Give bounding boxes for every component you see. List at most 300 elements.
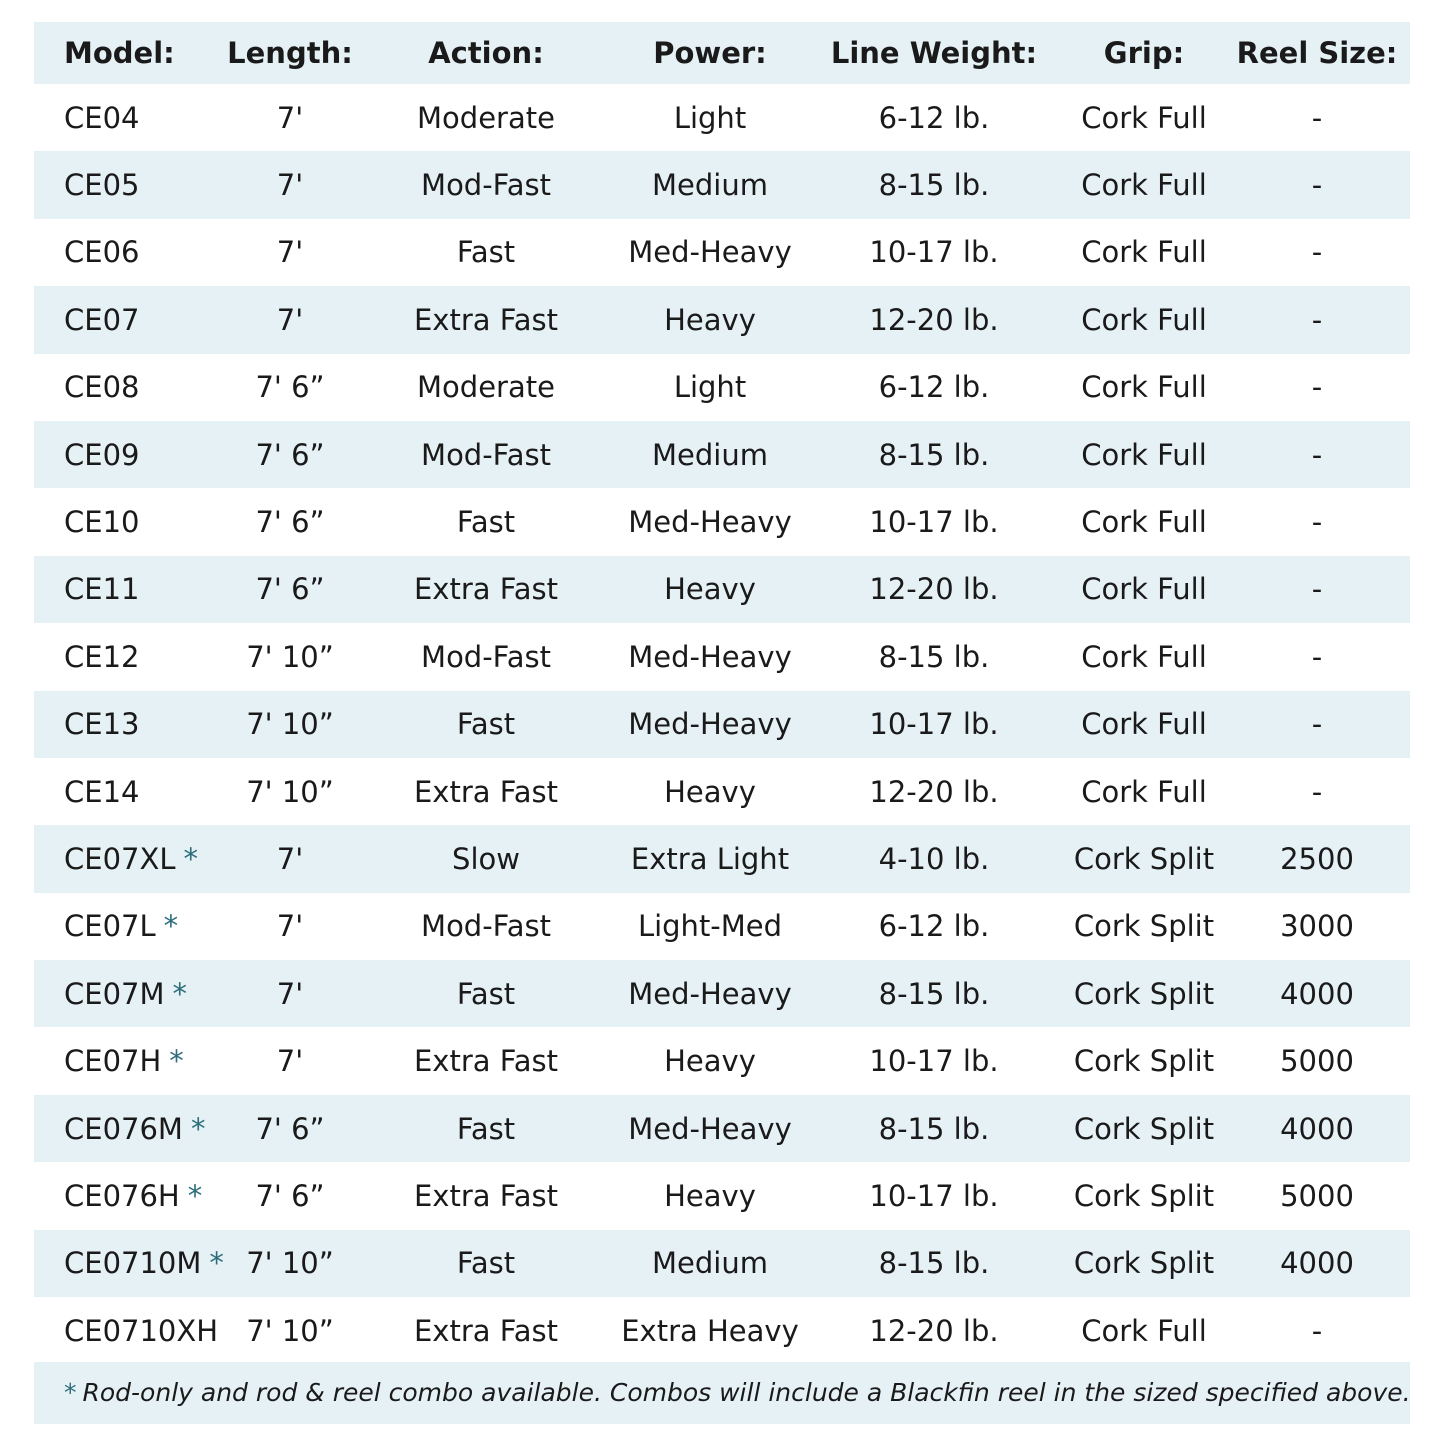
- combo-asterisk: *: [163, 909, 179, 944]
- cell-action-text: Moderate: [417, 100, 555, 135]
- combo-asterisk: *: [187, 1178, 203, 1213]
- cell-grip-text: Cork Full: [1081, 774, 1207, 809]
- cell-power-text: Med-Heavy: [628, 639, 792, 674]
- cell-line-weight: [804, 1027, 1064, 1094]
- cell-line-weight-text: 10-17 lb.: [869, 1178, 999, 1213]
- cell-line-weight: [804, 488, 1064, 555]
- cell-line-weight: [804, 1297, 1064, 1364]
- table-row: [34, 1297, 1410, 1364]
- cell-action: [356, 556, 616, 623]
- cell-line-weight-text: 6-12 lb.: [878, 100, 990, 135]
- cell-power-text: Extra Heavy: [621, 1313, 799, 1348]
- cell-length-text: 7': [276, 841, 304, 876]
- cell-action: [356, 488, 616, 555]
- cell-length: [224, 286, 356, 353]
- cell-action: [356, 354, 616, 421]
- cell-power: [616, 84, 804, 151]
- cell-length-text: 7' 10”: [246, 1313, 334, 1348]
- cell-grip-text: Cork Full: [1081, 302, 1207, 337]
- cell-length: [224, 893, 356, 960]
- cell-length-text: 7': [276, 235, 304, 270]
- cell-length-text: 7': [276, 168, 304, 203]
- cell-model: [34, 825, 224, 892]
- cell-grip-text: Cork Split: [1073, 1178, 1215, 1213]
- cell-model: [34, 1095, 224, 1162]
- cell-model: [34, 758, 224, 825]
- cell-grip: [1064, 1297, 1224, 1364]
- cell-line-weight-text: 8-15 lb.: [878, 168, 990, 203]
- cell-reel-size-text: 5000: [1280, 1044, 1354, 1079]
- cell-length: [224, 84, 356, 151]
- cell-power-text: Heavy: [664, 774, 756, 809]
- cell-model-text: CE07: [64, 302, 140, 337]
- cell-action-text: Fast: [456, 707, 516, 742]
- cell-model-text: CE14: [64, 774, 140, 809]
- cell-power: [616, 893, 804, 960]
- cell-grip: [1064, 623, 1224, 690]
- header-line-weight: Line Weight:: [804, 22, 1064, 84]
- cell-grip-text: Cork Full: [1081, 572, 1207, 607]
- cell-model-text: CE04: [64, 100, 140, 135]
- cell-model: [34, 219, 224, 286]
- cell-reel-size-text: -: [1311, 1313, 1323, 1348]
- footnote-asterisk: *: [64, 1378, 77, 1407]
- cell-reel-size-text: -: [1311, 572, 1323, 607]
- cell-line-weight: [804, 556, 1064, 623]
- cell-grip-text: Cork Split: [1073, 1246, 1215, 1281]
- table-row: [34, 219, 1410, 286]
- cell-reel-size-text: 4000: [1280, 1246, 1354, 1281]
- cell-grip-text: Cork Full: [1081, 235, 1207, 270]
- table-row: [34, 286, 1410, 353]
- cell-power-text: Heavy: [664, 302, 756, 337]
- cell-line-weight-text: 8-15 lb.: [878, 1111, 990, 1146]
- cell-reel-size: [1224, 825, 1410, 892]
- cell-length-text: 7' 6”: [255, 572, 325, 607]
- cell-length-text: 7': [276, 100, 304, 135]
- cell-length: [224, 1095, 356, 1162]
- cell-model: [34, 286, 224, 353]
- cell-model: [34, 1027, 224, 1094]
- cell-grip-text: Cork Full: [1081, 168, 1207, 203]
- rod-spec-table: [34, 22, 1410, 1364]
- table-row: [34, 1027, 1410, 1094]
- cell-reel-size: [1224, 421, 1410, 488]
- cell-length: [224, 219, 356, 286]
- cell-action: [356, 960, 616, 1027]
- cell-reel-size-text: -: [1311, 370, 1323, 405]
- cell-line-weight-text: 12-20 lb.: [869, 302, 999, 337]
- cell-length-text: 7' 10”: [246, 1246, 334, 1281]
- cell-action-text: Mod-Fast: [421, 909, 551, 944]
- cell-line-weight: [804, 421, 1064, 488]
- cell-model: [34, 1230, 224, 1297]
- cell-power: [616, 219, 804, 286]
- table-row: [34, 556, 1410, 623]
- cell-model-text: CE0710M: [64, 1246, 202, 1281]
- cell-power-text: Med-Heavy: [628, 1111, 792, 1146]
- cell-grip: [1064, 1230, 1224, 1297]
- cell-grip-text: Cork Full: [1081, 707, 1207, 742]
- cell-line-weight: [804, 893, 1064, 960]
- cell-action: [356, 893, 616, 960]
- cell-grip: [1064, 691, 1224, 758]
- header-length: Length:: [224, 22, 356, 84]
- cell-power-text: Heavy: [664, 572, 756, 607]
- header-power: Power:: [616, 22, 804, 84]
- table-row: [34, 1162, 1410, 1229]
- cell-length-text: 7' 6”: [255, 370, 325, 405]
- cell-grip: [1064, 219, 1224, 286]
- cell-line-weight-text: 4-10 lb.: [878, 841, 990, 876]
- cell-model-text: CE11: [64, 572, 140, 607]
- cell-length-text: 7': [276, 302, 304, 337]
- cell-model-text: CE07XL: [64, 841, 176, 876]
- cell-power-text: Med-Heavy: [628, 707, 792, 742]
- cell-model: [34, 488, 224, 555]
- cell-length-text: 7': [276, 909, 304, 944]
- cell-grip-text: Cork Full: [1081, 639, 1207, 674]
- cell-line-weight-text: 12-20 lb.: [869, 572, 999, 607]
- cell-power: [616, 1162, 804, 1229]
- cell-power: [616, 691, 804, 758]
- cell-length: [224, 151, 356, 218]
- cell-reel-size: [1224, 286, 1410, 353]
- cell-power-text: Light-Med: [637, 909, 783, 944]
- cell-reel-size-text: -: [1311, 437, 1323, 472]
- cell-model: [34, 556, 224, 623]
- cell-power: [616, 825, 804, 892]
- table-row: [34, 151, 1410, 218]
- cell-grip-text: Cork Full: [1081, 437, 1207, 472]
- header-model: Model:: [34, 22, 224, 84]
- cell-grip: [1064, 421, 1224, 488]
- cell-line-weight-text: 6-12 lb.: [878, 370, 990, 405]
- cell-reel-size: [1224, 623, 1410, 690]
- cell-power-text: Medium: [652, 168, 768, 203]
- cell-length: [224, 1162, 356, 1229]
- cell-grip-text: Cork Split: [1073, 841, 1215, 876]
- cell-reel-size-text: -: [1311, 505, 1323, 540]
- cell-power: [616, 623, 804, 690]
- cell-power-text: Heavy: [664, 1044, 756, 1079]
- cell-model-text: CE10: [64, 505, 140, 540]
- footnote-text: Rod-only and rod & reel combo available. Combos will include a Blackfin reel in the sized specified above.: [82, 1378, 1411, 1407]
- cell-model: [34, 421, 224, 488]
- cell-reel-size-text: -: [1311, 639, 1323, 674]
- cell-action: [356, 758, 616, 825]
- cell-reel-size: [1224, 1162, 1410, 1229]
- cell-reel-size: [1224, 960, 1410, 1027]
- cell-line-weight: [804, 1230, 1064, 1297]
- cell-action: [356, 286, 616, 353]
- cell-length-text: 7': [276, 1044, 304, 1079]
- cell-power: [616, 1095, 804, 1162]
- cell-action: [356, 421, 616, 488]
- cell-power-text: Med-Heavy: [628, 235, 792, 270]
- cell-grip: [1064, 84, 1224, 151]
- cell-line-weight: [804, 84, 1064, 151]
- cell-model-text: CE06: [64, 235, 140, 270]
- cell-reel-size-text: -: [1311, 707, 1323, 742]
- cell-reel-size: [1224, 893, 1410, 960]
- cell-length: [224, 825, 356, 892]
- cell-reel-size-text: -: [1311, 100, 1323, 135]
- cell-line-weight: [804, 960, 1064, 1027]
- cell-action-text: Fast: [456, 505, 516, 540]
- cell-reel-size: [1224, 1095, 1410, 1162]
- cell-power-text: Med-Heavy: [628, 505, 792, 540]
- cell-grip: [1064, 1095, 1224, 1162]
- cell-action-text: Slow: [452, 841, 520, 876]
- cell-power-text: Med-Heavy: [628, 976, 792, 1011]
- cell-line-weight: [804, 825, 1064, 892]
- combo-asterisk: *: [209, 1246, 224, 1281]
- cell-model: [34, 623, 224, 690]
- table-row: [34, 825, 1410, 892]
- cell-grip-text: Cork Split: [1073, 976, 1215, 1011]
- cell-power: [616, 960, 804, 1027]
- cell-action: [356, 84, 616, 151]
- cell-model: [34, 84, 224, 151]
- cell-action-text: Extra Fast: [413, 1044, 559, 1079]
- cell-action-text: Fast: [456, 1111, 516, 1146]
- cell-action-text: Extra Fast: [413, 572, 559, 607]
- footnote: [34, 1362, 1410, 1424]
- cell-power-text: Heavy: [664, 1178, 756, 1213]
- table-row: [34, 758, 1410, 825]
- cell-line-weight-text: 12-20 lb.: [869, 774, 999, 809]
- cell-model: [34, 960, 224, 1027]
- table-row: [34, 421, 1410, 488]
- cell-power-text: Light: [673, 370, 747, 405]
- cell-reel-size: [1224, 758, 1410, 825]
- cell-line-weight: [804, 1162, 1064, 1229]
- cell-length: [224, 421, 356, 488]
- cell-model: [34, 691, 224, 758]
- cell-reel-size-text: 4000: [1280, 1111, 1354, 1146]
- cell-length: [224, 488, 356, 555]
- header-action: Action:: [356, 22, 616, 84]
- cell-action: [356, 1027, 616, 1094]
- cell-grip: [1064, 825, 1224, 892]
- cell-action-text: Extra Fast: [413, 1178, 559, 1213]
- cell-grip: [1064, 286, 1224, 353]
- cell-length: [224, 354, 356, 421]
- cell-line-weight-text: 10-17 lb.: [869, 707, 999, 742]
- combo-asterisk: *: [190, 1111, 206, 1146]
- cell-length: [224, 1027, 356, 1094]
- cell-grip: [1064, 354, 1224, 421]
- cell-line-weight-text: 8-15 lb.: [878, 437, 990, 472]
- cell-reel-size: [1224, 488, 1410, 555]
- header-grip: Grip:: [1064, 22, 1224, 84]
- cell-power: [616, 1297, 804, 1364]
- cell-power: [616, 151, 804, 218]
- cell-grip: [1064, 151, 1224, 218]
- cell-power: [616, 1230, 804, 1297]
- cell-line-weight-text: 6-12 lb.: [878, 909, 990, 944]
- cell-model: [34, 354, 224, 421]
- cell-reel-size-text: 3000: [1280, 909, 1354, 944]
- cell-model-text: CE07L: [64, 909, 156, 944]
- cell-model-text: CE0710XH: [64, 1313, 219, 1348]
- cell-grip: [1064, 960, 1224, 1027]
- cell-reel-size: [1224, 691, 1410, 758]
- cell-model: [34, 1297, 224, 1364]
- cell-length: [224, 960, 356, 1027]
- cell-length: [224, 1297, 356, 1364]
- cell-grip-text: Cork Split: [1073, 1111, 1215, 1146]
- cell-length-text: 7' 10”: [246, 707, 334, 742]
- cell-power-text: Extra Light: [630, 841, 790, 876]
- cell-reel-size-text: 4000: [1280, 976, 1354, 1011]
- cell-grip: [1064, 1027, 1224, 1094]
- cell-reel-size: [1224, 151, 1410, 218]
- cell-model-text: CE08: [64, 370, 140, 405]
- table-row: [34, 1230, 1410, 1297]
- cell-grip: [1064, 556, 1224, 623]
- cell-line-weight: [804, 354, 1064, 421]
- cell-reel-size: [1224, 1297, 1410, 1364]
- cell-line-weight: [804, 623, 1064, 690]
- cell-action-text: Mod-Fast: [421, 639, 551, 674]
- cell-length: [224, 1230, 356, 1297]
- cell-grip-text: Cork Split: [1073, 909, 1215, 944]
- cell-line-weight-text: 12-20 lb.: [869, 1313, 999, 1348]
- footnote-text-wrap: [64, 1362, 1411, 1424]
- cell-length-text: 7' 6”: [255, 505, 325, 540]
- cell-grip: [1064, 488, 1224, 555]
- cell-model: [34, 893, 224, 960]
- cell-line-weight-text: 10-17 lb.: [869, 235, 999, 270]
- cell-grip: [1064, 758, 1224, 825]
- table-row: [34, 488, 1410, 555]
- cell-action: [356, 691, 616, 758]
- cell-line-weight-text: 8-15 lb.: [878, 639, 990, 674]
- cell-line-weight-text: 8-15 lb.: [878, 1246, 990, 1281]
- cell-action: [356, 825, 616, 892]
- cell-length-text: 7' 10”: [246, 774, 334, 809]
- cell-power: [616, 421, 804, 488]
- cell-grip-text: Cork Full: [1081, 1313, 1207, 1348]
- table-row: [34, 1095, 1410, 1162]
- cell-line-weight: [804, 286, 1064, 353]
- header-reel-size: Reel Size:: [1224, 22, 1410, 84]
- cell-reel-size: [1224, 556, 1410, 623]
- cell-reel-size-text: -: [1311, 168, 1323, 203]
- cell-reel-size-text: -: [1311, 302, 1323, 337]
- cell-length-text: 7' 10”: [246, 639, 334, 674]
- cell-model-text: CE076H: [64, 1178, 180, 1213]
- cell-length: [224, 556, 356, 623]
- table-row: [34, 354, 1410, 421]
- cell-power-text: Medium: [652, 437, 768, 472]
- cell-line-weight-text: 10-17 lb.: [869, 505, 999, 540]
- cell-line-weight-text: 8-15 lb.: [878, 976, 990, 1011]
- cell-reel-size: [1224, 1027, 1410, 1094]
- cell-grip-text: Cork Full: [1081, 370, 1207, 405]
- cell-length-text: 7' 6”: [255, 437, 325, 472]
- cell-action-text: Extra Fast: [413, 1313, 559, 1348]
- table-row: [34, 691, 1410, 758]
- cell-length-text: 7' 6”: [255, 1111, 325, 1146]
- cell-model: [34, 1162, 224, 1229]
- cell-reel-size-text: -: [1311, 235, 1323, 270]
- cell-model-text: CE07H: [64, 1044, 162, 1079]
- cell-action: [356, 219, 616, 286]
- cell-model-text: CE076M: [64, 1111, 183, 1146]
- cell-line-weight: [804, 219, 1064, 286]
- cell-power-text: Medium: [652, 1246, 768, 1281]
- cell-power: [616, 354, 804, 421]
- cell-model-text: CE12: [64, 639, 140, 674]
- cell-action: [356, 1230, 616, 1297]
- table-row: [34, 84, 1410, 151]
- cell-power: [616, 556, 804, 623]
- cell-model: [34, 151, 224, 218]
- cell-action-text: Fast: [456, 235, 516, 270]
- cell-reel-size: [1224, 1230, 1410, 1297]
- combo-asterisk: *: [169, 1044, 184, 1079]
- cell-reel-size: [1224, 84, 1410, 151]
- cell-action: [356, 1297, 616, 1364]
- cell-model-text: CE07M: [64, 976, 165, 1011]
- cell-reel-size-text: 2500: [1280, 841, 1354, 876]
- cell-grip: [1064, 1162, 1224, 1229]
- cell-action-text: Mod-Fast: [421, 437, 551, 472]
- cell-grip-text: Cork Full: [1081, 100, 1207, 135]
- cell-line-weight: [804, 1095, 1064, 1162]
- cell-reel-size: [1224, 219, 1410, 286]
- cell-action-text: Mod-Fast: [421, 168, 551, 203]
- cell-grip-text: Cork Split: [1073, 1044, 1215, 1079]
- cell-length: [224, 623, 356, 690]
- cell-length-text: 7' 6”: [255, 1178, 325, 1213]
- cell-model-text: CE09: [64, 437, 140, 472]
- cell-power: [616, 488, 804, 555]
- cell-power: [616, 1027, 804, 1094]
- cell-reel-size-text: -: [1311, 774, 1323, 809]
- table-row: [34, 623, 1410, 690]
- cell-power: [616, 758, 804, 825]
- cell-length-text: 7': [276, 976, 304, 1011]
- cell-grip-text: Cork Full: [1081, 505, 1207, 540]
- cell-action-text: Fast: [456, 1246, 516, 1281]
- cell-action: [356, 151, 616, 218]
- combo-asterisk: *: [172, 976, 187, 1011]
- table-row: [34, 893, 1410, 960]
- cell-line-weight: [804, 691, 1064, 758]
- combo-asterisk: *: [183, 841, 198, 876]
- cell-model-text: CE13: [64, 707, 140, 742]
- cell-power-text: Light: [673, 100, 747, 135]
- cell-length: [224, 691, 356, 758]
- cell-line-weight: [804, 151, 1064, 218]
- table-row: [34, 960, 1410, 1027]
- cell-action: [356, 1095, 616, 1162]
- cell-reel-size-text: 5000: [1280, 1178, 1354, 1213]
- cell-action: [356, 623, 616, 690]
- cell-action-text: Extra Fast: [413, 302, 559, 337]
- cell-model-text: CE05: [64, 168, 140, 203]
- cell-length: [224, 758, 356, 825]
- cell-power: [616, 286, 804, 353]
- cell-line-weight-text: 10-17 lb.: [869, 1044, 999, 1079]
- cell-action-text: Extra Fast: [413, 774, 559, 809]
- table-header-row: [34, 22, 1410, 84]
- cell-action-text: Moderate: [417, 370, 555, 405]
